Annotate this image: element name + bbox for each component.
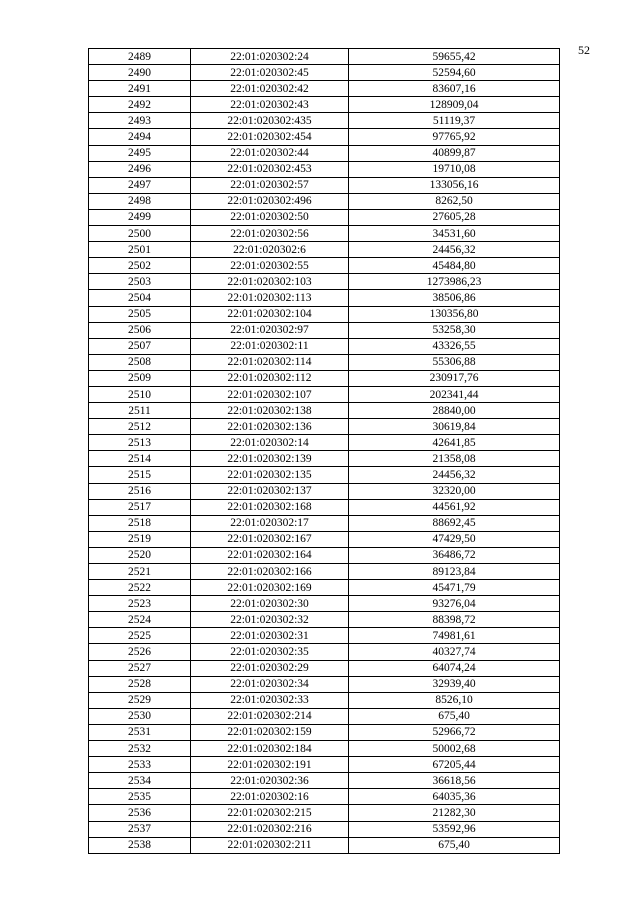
table-row	[89, 531, 560, 547]
table-row	[89, 97, 560, 113]
value-cell: 675,40	[349, 837, 560, 853]
cadastral-number-cell: 22:01:020302:17	[191, 515, 349, 531]
cadastral-number-cell: 22:01:020302:16	[191, 789, 349, 805]
table-row	[89, 773, 560, 789]
row-number-cell: 2535	[89, 789, 191, 805]
table-row	[89, 209, 560, 225]
cadastral-number-cell: 22:01:020302:24	[191, 49, 349, 65]
table-row	[89, 161, 560, 177]
row-number-cell: 2532	[89, 741, 191, 757]
value-cell: 40327,74	[349, 644, 560, 660]
row-number-cell: 2494	[89, 129, 191, 145]
value-cell: 36618,56	[349, 773, 560, 789]
table-row	[89, 564, 560, 580]
table-row	[89, 419, 560, 435]
value-cell: 89123,84	[349, 564, 560, 580]
value-cell: 59655,42	[349, 49, 560, 65]
cadastral-number-cell: 22:01:020302:103	[191, 274, 349, 290]
row-number-cell: 2537	[89, 821, 191, 837]
table-row	[89, 435, 560, 451]
row-number-cell: 2524	[89, 612, 191, 628]
cadastral-number-cell: 22:01:020302:166	[191, 564, 349, 580]
table-body	[89, 49, 560, 854]
row-number-cell: 2522	[89, 580, 191, 596]
value-cell: 47429,50	[349, 531, 560, 547]
row-number-cell: 2521	[89, 564, 191, 580]
value-cell: 52966,72	[349, 724, 560, 740]
table-row	[89, 322, 560, 338]
cadastral-number-cell: 22:01:020302:191	[191, 757, 349, 773]
cadastral-number-cell: 22:01:020302:43	[191, 97, 349, 113]
land-plot-table	[88, 48, 560, 854]
value-cell: 8526,10	[349, 692, 560, 708]
cadastral-number-cell: 22:01:020302:57	[191, 177, 349, 193]
cadastral-number-cell: 22:01:020302:139	[191, 451, 349, 467]
row-number-cell: 2526	[89, 644, 191, 660]
row-number-cell: 2538	[89, 837, 191, 853]
cadastral-number-cell: 22:01:020302:50	[191, 209, 349, 225]
table-row	[89, 177, 560, 193]
table-row	[89, 724, 560, 740]
table-row	[89, 757, 560, 773]
cadastral-number-cell: 22:01:020302:453	[191, 161, 349, 177]
row-number-cell: 2533	[89, 757, 191, 773]
row-number-cell: 2528	[89, 676, 191, 692]
page-number: 52	[578, 43, 590, 57]
value-cell: 40899,87	[349, 145, 560, 161]
cadastral-number-cell: 22:01:020302:136	[191, 419, 349, 435]
value-cell: 30619,84	[349, 419, 560, 435]
row-number-cell: 2512	[89, 419, 191, 435]
cadastral-number-cell: 22:01:020302:56	[191, 226, 349, 242]
value-cell: 88692,45	[349, 515, 560, 531]
cadastral-number-cell: 22:01:020302:42	[191, 81, 349, 97]
table-row	[89, 741, 560, 757]
row-number-cell: 2523	[89, 596, 191, 612]
value-cell: 19710,08	[349, 161, 560, 177]
table-row	[89, 708, 560, 724]
cadastral-number-cell: 22:01:020302:97	[191, 322, 349, 338]
cadastral-number-cell: 22:01:020302:44	[191, 145, 349, 161]
cadastral-number-cell: 22:01:020302:32	[191, 612, 349, 628]
value-cell: 8262,50	[349, 193, 560, 209]
table-row	[89, 805, 560, 821]
cadastral-number-cell: 22:01:020302:169	[191, 580, 349, 596]
cadastral-number-cell: 22:01:020302:214	[191, 708, 349, 724]
cadastral-number-cell: 22:01:020302:496	[191, 193, 349, 209]
table-row	[89, 113, 560, 129]
cadastral-number-cell: 22:01:020302:168	[191, 499, 349, 515]
value-cell: 45471,79	[349, 580, 560, 596]
row-number-cell: 2495	[89, 145, 191, 161]
row-number-cell: 2536	[89, 805, 191, 821]
cadastral-number-cell: 22:01:020302:104	[191, 306, 349, 322]
row-number-cell: 2503	[89, 274, 191, 290]
value-cell: 24456,32	[349, 242, 560, 258]
value-cell: 64074,24	[349, 660, 560, 676]
value-cell: 52594,60	[349, 65, 560, 81]
cadastral-number-cell: 22:01:020302:29	[191, 660, 349, 676]
row-number-cell: 2518	[89, 515, 191, 531]
table-row	[89, 837, 560, 853]
value-cell: 74981,61	[349, 628, 560, 644]
table-row	[89, 370, 560, 386]
row-number-cell: 2490	[89, 65, 191, 81]
cadastral-number-cell: 22:01:020302:216	[191, 821, 349, 837]
cadastral-number-cell: 22:01:020302:34	[191, 676, 349, 692]
table-row	[89, 145, 560, 161]
cadastral-number-cell: 22:01:020302:435	[191, 113, 349, 129]
cadastral-number-cell: 22:01:020302:137	[191, 483, 349, 499]
row-number-cell: 2516	[89, 483, 191, 499]
row-number-cell: 2508	[89, 354, 191, 370]
cadastral-number-cell: 22:01:020302:454	[191, 129, 349, 145]
table-row	[89, 274, 560, 290]
table-row	[89, 821, 560, 837]
value-cell: 42641,85	[349, 435, 560, 451]
cadastral-number-cell: 22:01:020302:33	[191, 692, 349, 708]
cadastral-number-cell: 22:01:020302:114	[191, 354, 349, 370]
table-row	[89, 628, 560, 644]
cadastral-number-cell: 22:01:020302:164	[191, 547, 349, 563]
table-row	[89, 129, 560, 145]
table-row	[89, 258, 560, 274]
table-row	[89, 451, 560, 467]
value-cell: 55306,88	[349, 354, 560, 370]
cadastral-number-cell: 22:01:020302:113	[191, 290, 349, 306]
table-row	[89, 467, 560, 483]
row-number-cell: 2506	[89, 322, 191, 338]
cadastral-number-cell: 22:01:020302:36	[191, 773, 349, 789]
table-row	[89, 306, 560, 322]
cadastral-number-cell: 22:01:020302:112	[191, 370, 349, 386]
row-number-cell: 2509	[89, 370, 191, 386]
row-number-cell: 2491	[89, 81, 191, 97]
row-number-cell: 2527	[89, 660, 191, 676]
value-cell: 88398,72	[349, 612, 560, 628]
cadastral-number-cell: 22:01:020302:107	[191, 386, 349, 402]
row-number-cell: 2511	[89, 403, 191, 419]
table-row	[89, 547, 560, 563]
table-row	[89, 692, 560, 708]
cadastral-number-cell: 22:01:020302:45	[191, 65, 349, 81]
value-cell: 133056,16	[349, 177, 560, 193]
value-cell: 53258,30	[349, 322, 560, 338]
table-row	[89, 354, 560, 370]
table-row	[89, 338, 560, 354]
row-number-cell: 2505	[89, 306, 191, 322]
row-number-cell: 2492	[89, 97, 191, 113]
value-cell: 21358,08	[349, 451, 560, 467]
row-number-cell: 2489	[89, 49, 191, 65]
table-row	[89, 242, 560, 258]
row-number-cell: 2531	[89, 724, 191, 740]
row-number-cell: 2519	[89, 531, 191, 547]
row-number-cell: 2507	[89, 338, 191, 354]
table-row	[89, 81, 560, 97]
value-cell: 130356,80	[349, 306, 560, 322]
row-number-cell: 2520	[89, 547, 191, 563]
row-number-cell: 2496	[89, 161, 191, 177]
row-number-cell: 2530	[89, 708, 191, 724]
cadastral-number-cell: 22:01:020302:30	[191, 596, 349, 612]
row-number-cell: 2513	[89, 435, 191, 451]
row-number-cell: 2498	[89, 193, 191, 209]
value-cell: 230917,76	[349, 370, 560, 386]
value-cell: 53592,96	[349, 821, 560, 837]
table-row	[89, 65, 560, 81]
row-number-cell: 2502	[89, 258, 191, 274]
value-cell: 45484,80	[349, 258, 560, 274]
cadastral-number-cell: 22:01:020302:167	[191, 531, 349, 547]
row-number-cell: 2504	[89, 290, 191, 306]
value-cell: 32939,40	[349, 676, 560, 692]
cadastral-number-cell: 22:01:020302:31	[191, 628, 349, 644]
row-number-cell: 2493	[89, 113, 191, 129]
row-number-cell: 2501	[89, 242, 191, 258]
row-number-cell: 2525	[89, 628, 191, 644]
table-row	[89, 49, 560, 65]
cadastral-number-cell: 22:01:020302:6	[191, 242, 349, 258]
value-cell: 64035,36	[349, 789, 560, 805]
value-cell: 83607,16	[349, 81, 560, 97]
table-row	[89, 483, 560, 499]
row-number-cell: 2517	[89, 499, 191, 515]
table-row	[89, 660, 560, 676]
cadastral-number-cell: 22:01:020302:211	[191, 837, 349, 853]
table-row	[89, 676, 560, 692]
cadastral-number-cell: 22:01:020302:159	[191, 724, 349, 740]
row-number-cell: 2529	[89, 692, 191, 708]
cadastral-number-cell: 22:01:020302:135	[191, 467, 349, 483]
table-row	[89, 612, 560, 628]
table-row	[89, 290, 560, 306]
value-cell: 32320,00	[349, 483, 560, 499]
value-cell: 27605,28	[349, 209, 560, 225]
table-row	[89, 226, 560, 242]
value-cell: 21282,30	[349, 805, 560, 821]
value-cell: 202341,44	[349, 386, 560, 402]
table-row	[89, 386, 560, 402]
table-row	[89, 644, 560, 660]
cadastral-number-cell: 22:01:020302:138	[191, 403, 349, 419]
value-cell: 24456,32	[349, 467, 560, 483]
cadastral-number-cell: 22:01:020302:11	[191, 338, 349, 354]
row-number-cell: 2500	[89, 226, 191, 242]
value-cell: 1273986,23	[349, 274, 560, 290]
value-cell: 51119,37	[349, 113, 560, 129]
value-cell: 675,40	[349, 708, 560, 724]
value-cell: 50002,68	[349, 741, 560, 757]
value-cell: 44561,92	[349, 499, 560, 515]
row-number-cell: 2515	[89, 467, 191, 483]
cadastral-number-cell: 22:01:020302:14	[191, 435, 349, 451]
row-number-cell: 2510	[89, 386, 191, 402]
row-number-cell: 2497	[89, 177, 191, 193]
value-cell: 97765,92	[349, 129, 560, 145]
table-row	[89, 499, 560, 515]
value-cell: 128909,04	[349, 97, 560, 113]
value-cell: 34531,60	[349, 226, 560, 242]
table-row	[89, 580, 560, 596]
row-number-cell: 2514	[89, 451, 191, 467]
table-row	[89, 193, 560, 209]
cadastral-number-cell: 22:01:020302:35	[191, 644, 349, 660]
table-row	[89, 515, 560, 531]
value-cell: 43326,55	[349, 338, 560, 354]
value-cell: 38506,86	[349, 290, 560, 306]
table-row	[89, 789, 560, 805]
cadastral-number-cell: 22:01:020302:215	[191, 805, 349, 821]
value-cell: 93276,04	[349, 596, 560, 612]
value-cell: 36486,72	[349, 547, 560, 563]
row-number-cell: 2499	[89, 209, 191, 225]
value-cell: 28840,00	[349, 403, 560, 419]
table-row	[89, 596, 560, 612]
value-cell: 67205,44	[349, 757, 560, 773]
row-number-cell: 2534	[89, 773, 191, 789]
cadastral-number-cell: 22:01:020302:55	[191, 258, 349, 274]
table-row	[89, 403, 560, 419]
cadastral-number-cell: 22:01:020302:184	[191, 741, 349, 757]
